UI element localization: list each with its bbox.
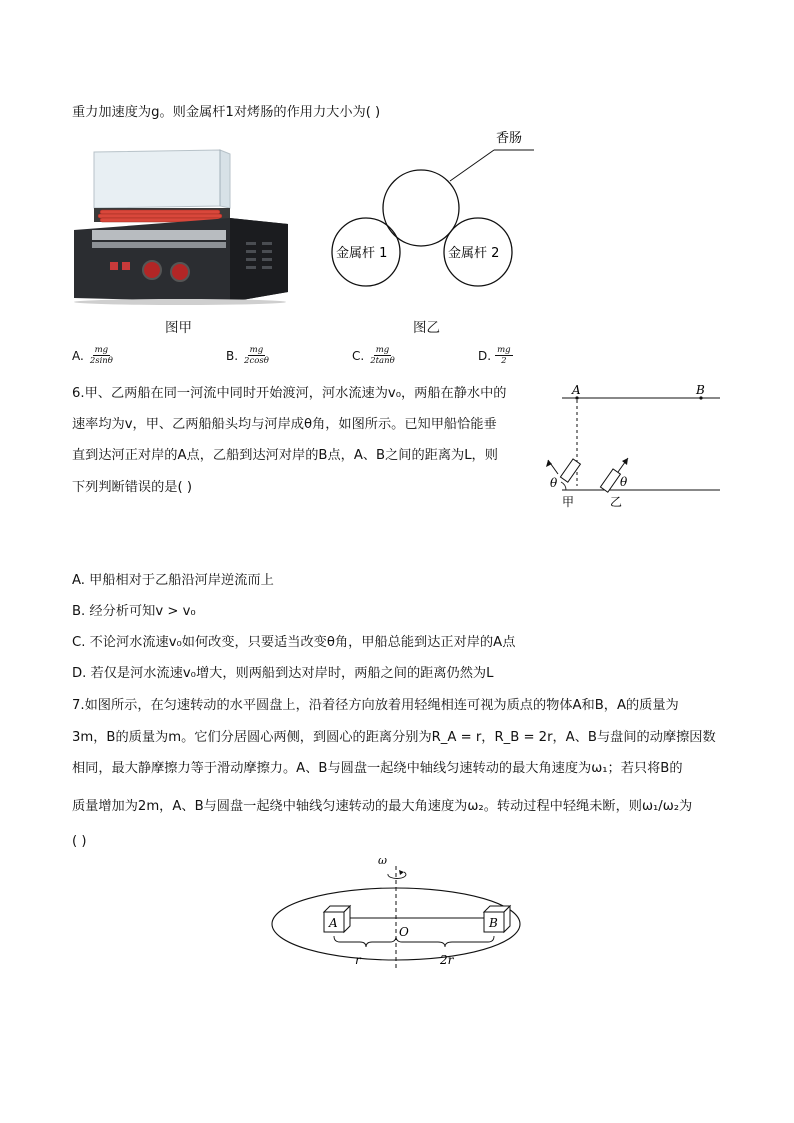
center-label: O: [399, 925, 409, 939]
omega-label: ω: [378, 854, 387, 867]
block-a-label: A: [329, 916, 338, 930]
q7-line-1: 7.如图所示，在匀速转动的水平圆盘上，沿着径方向放着用轻绳相连可视为质点的物体A和B，A的质量为: [72, 698, 679, 713]
sausage-label: 香肠: [496, 131, 523, 146]
rod2-label: 金属杆 2: [448, 246, 500, 261]
q5-option-d: D. $\frac{mg}{2}$: [478, 345, 511, 366]
q6-line-2: 速率均为v，甲、乙两船船头均与河岸成θ角，如图所示。已知甲船恰能垂: [72, 417, 497, 432]
q6-option-d: D. 若仅是河水流速v₀增大，则两船到达对岸时，两船之间的距离仍然为L: [72, 666, 494, 681]
q7-line-3: 相同，最大静摩擦力等于滑动摩擦力。A、B与圆盘一起绕中轴线匀速转动的最大角速度为ω₁；若只将B的: [72, 761, 683, 776]
figure-b-caption: 图乙: [413, 320, 440, 336]
theta2-label: θ: [620, 475, 628, 489]
hot-dog-roller-photo: [70, 146, 292, 306]
q5-option-b: B. $\frac{mg}{2\cos\theta}$: [226, 345, 269, 366]
q5-intro: 重力加速度为g。则金属杆1对烤肠的作用力大小为( ): [72, 105, 381, 120]
q7-line-5: ( ): [72, 834, 87, 849]
q7-line-2: 3m，B的质量为m。它们分居圆心两侧，到圆心的距离分别为R_A = r，R_B = 2r，A、B与盘间的动摩擦因数: [72, 730, 716, 745]
q6-line-1: 6.甲、乙两船在同一河流中同时开始渡河，河水流速为v₀，两船在静水中的: [72, 386, 507, 401]
river-crossing-diagram: [540, 382, 724, 512]
rotating-disk-diagram: [268, 852, 524, 972]
block-b-label: B: [489, 916, 498, 930]
point-b-label: B: [696, 383, 705, 397]
q6-line-3: 直到达河正对岸的A点，乙船到达河对岸的B点，A、B之间的距离为L，则: [72, 448, 498, 463]
boat2-label: 乙: [610, 495, 623, 509]
theta1-label: θ: [550, 476, 558, 490]
figure-a-caption: 图甲: [165, 320, 192, 336]
q6-option-a: A. 甲船相对于乙船沿河岸逆流而上: [72, 573, 274, 588]
q5-option-c: C. $\frac{mg}{2\tan\theta}$: [352, 345, 395, 366]
q6-option-c: C. 不论河水流速v₀如何改变，只要适当改变θ角，甲船总能到达正对岸的A点: [72, 635, 516, 650]
boat1-label: 甲: [562, 495, 575, 509]
point-a-label: A: [572, 383, 581, 397]
dist-a-label: r: [355, 953, 361, 967]
dist-b-label: 2r: [440, 953, 454, 967]
sausage-rods-diagram: [326, 124, 542, 300]
q6-option-b: B. 经分析可知v > v₀: [72, 604, 196, 619]
q6-line-4: 下列判断错误的是( ): [72, 480, 192, 495]
q7-line-4: 质量增加为2m，A、B与圆盘一起绕中轴线匀速转动的最大角速度为ω₂。转动过程中轻绳未断，则ω₁/ω₂为: [72, 799, 693, 814]
rod1-label: 金属杆 1: [336, 246, 388, 261]
q5-option-a: A. $\frac{mg}{2\sin\theta}$: [72, 345, 113, 366]
